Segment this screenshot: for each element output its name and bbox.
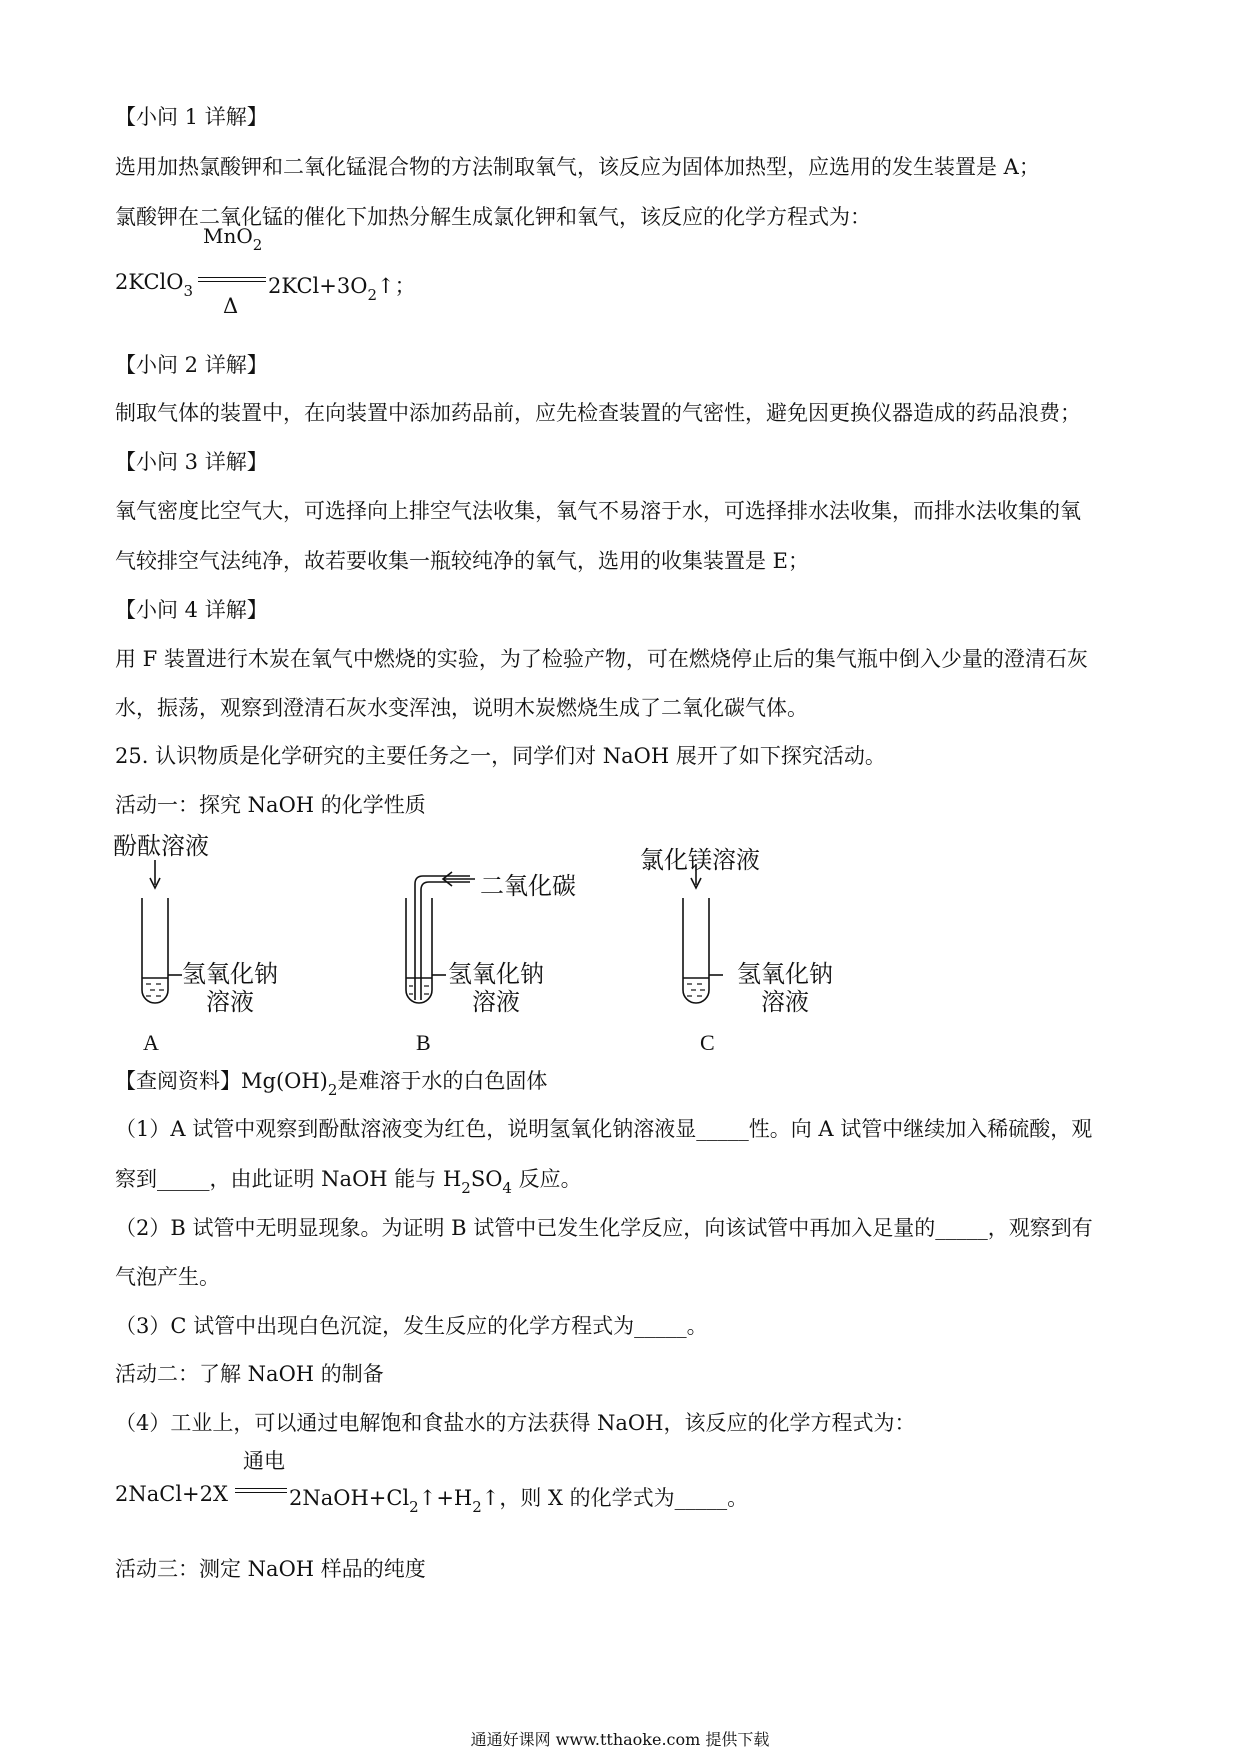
tube-b-reagent: 二氧化碳 (480, 872, 576, 900)
q1-line-2: 氯酸钾在二氧化锰的催化下加热分解生成氯化钾和氧气，该反应的化学方程式为： (115, 205, 871, 229)
question-2-line-2: 气泡产生。 (115, 1265, 220, 1289)
eq2-double-line (235, 1488, 287, 1493)
question-1-line-1: （1）A 试管中观察到酚酞溶液变为红色，说明氢氧化钠溶液显_____性。向 A 试管中继续加入稀硫酸，观 (115, 1117, 1093, 1141)
tube-b-solution-line-2: 溶液 (472, 988, 520, 1016)
tube-a-label: A (143, 1030, 159, 1055)
question-1-line-2: 察到_____，由此证明 NaOH 能与 $H_2SO_4$ 反应。 (115, 1167, 582, 1197)
tube-a-solution (182, 960, 278, 1016)
reference-material (115, 1067, 547, 1097)
reference-text: 是难溶于水的白色固体 (337, 1069, 548, 1093)
eq1-heat: Δ (223, 294, 239, 318)
q3-title: 【小问 3 详解】 (115, 450, 268, 474)
q1-title: 【小问 1 详解】 (115, 105, 268, 129)
eq2-lhs: 2NaCl+2X (115, 1482, 228, 1506)
tube-c-solution (737, 960, 833, 1016)
q4-line-2: 水，振荡，观察到澄清石灰水变浑浊，说明木炭燃烧生成了二氧化碳气体。 (115, 696, 808, 720)
tube-a-solution-line-1: 氢氧化钠 (182, 960, 278, 988)
tube-b-solution-line-1: 氢氧化钠 (448, 960, 544, 988)
q3-line-2: 气较排空气法纯净，故若要收集一瓶较纯净的氧气，选用的收集装置是 E； (115, 549, 810, 573)
q4-line-1: 用 F 装置进行木炭在氧气中燃烧的实验，为了检验产物，可在燃烧停止后的集气瓶中倒入少量的澄清石灰 (115, 647, 1088, 671)
q4-title: 【小问 4 详解】 (115, 598, 268, 622)
question-2-line-1: （2）B 试管中无明显现象。为证明 B 试管中已发生化学反应，向该试管中再加入足量的_____，观察到有 (115, 1216, 1093, 1240)
reference-formula-sub: 2 (327, 1081, 338, 1099)
eq2-condition: 通电 (243, 1449, 285, 1473)
tube-c-solution-line-1: 氢氧化钠 (737, 960, 833, 988)
reference-formula: Mg(OH) (241, 1069, 328, 1093)
q2-line-1: 制取气体的装置中，在向装置中添加药品前，应先检查装置的气密性，避免因更换仪器造成的药品浪费； (115, 401, 1081, 425)
tube-c-solution-line-2: 溶液 (761, 988, 809, 1016)
question-4-line-1: （4）工业上，可以通过电解饱和食盐水的方法获得 NaOH，该反应的化学方程式为： (115, 1411, 916, 1435)
eq1-lhs: 2KClO$_3$ (115, 270, 194, 300)
page-footer: 通通好课网 www.tthaoke.com 提供下载 (470, 1730, 770, 1749)
activity-1: 活动一：探究 NaOH 的化学性质 (115, 793, 426, 817)
activity-2: 活动二：了解 NaOH 的制备 (115, 1362, 384, 1386)
problem-25: 25. 认识物质是化学研究的主要任务之一，同学们对 NaOH 展开了如下探究活动。 (115, 744, 886, 768)
tube-c-label: C (700, 1030, 715, 1055)
activity-3: 活动三：测定 NaOH 样品的纯度 (115, 1557, 426, 1581)
tube-c-reagent: 氯化镁溶液 (640, 846, 760, 874)
tube-c (683, 864, 723, 1003)
q2-title: 【小问 2 详解】 (115, 353, 268, 377)
q1-line-1: 选用加热氯酸钾和二氧化锰混合物的方法制取氧气，该反应为固体加热型，应选用的发生装置是 A； (115, 155, 1040, 179)
eq1-catalyst: MnO$_2$ (203, 224, 263, 254)
tube-b-label: B (416, 1030, 431, 1055)
tube-a (142, 860, 182, 1003)
tube-a-reagent: 酚酞溶液 (113, 832, 209, 860)
question-3: （3）C 试管中出现白色沉淀，发生反应的化学方程式为_____。 (115, 1314, 708, 1338)
q3-line-1: 氧气密度比空气大，可选择向上排空气法收集，氧气不易溶于水，可选择排水法收集，而排水法收集的氧 (115, 499, 1081, 523)
tube-a-solution-line-2: 溶液 (206, 988, 254, 1016)
eq2-rhs: $2NaOH+Cl_2↑+H_2↑$，则 X 的化学式为_____。 (289, 1486, 749, 1516)
reference-head: 【查阅资料】 (115, 1069, 241, 1093)
eq1-rhs: $2KCl+3O_2↑$； (268, 274, 416, 304)
tube-b-solution (448, 960, 544, 1016)
